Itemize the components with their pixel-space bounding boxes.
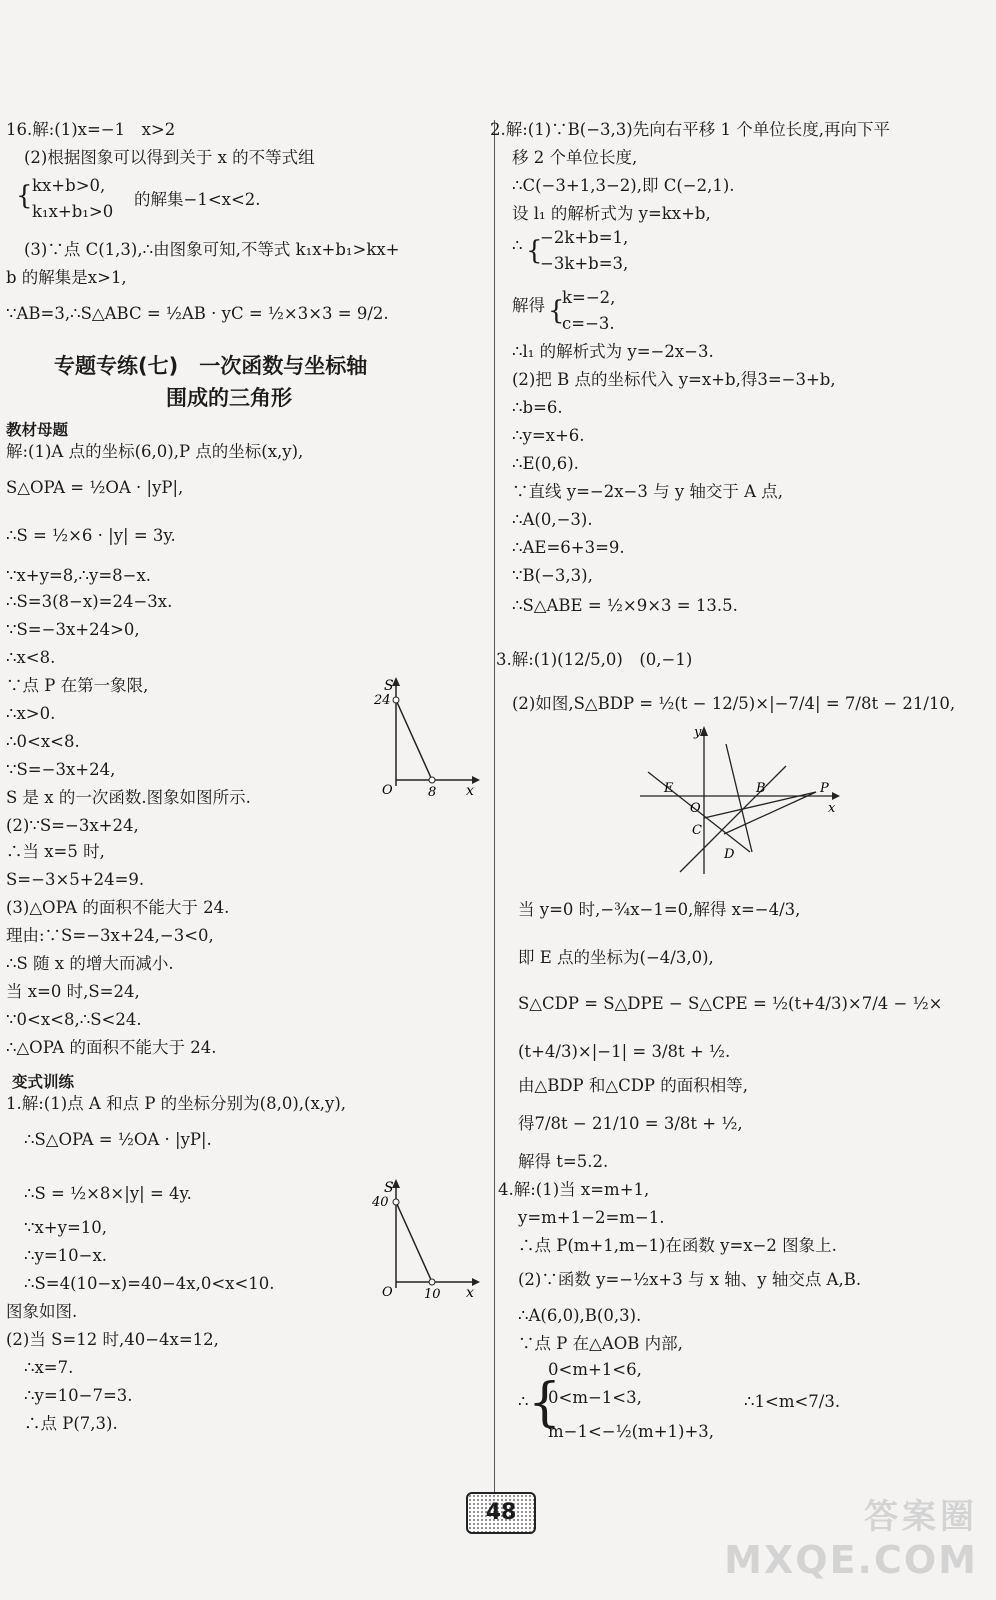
a-line12: S 是 x 的一次函数.图象如图所示. [6, 788, 251, 807]
brace: { [528, 1373, 562, 1433]
b-line2: ∴S△OPA = ½OA · |yP|. [24, 1130, 212, 1149]
q2-sol1: k=−2, [562, 288, 616, 307]
q16-line6: ∵AB=3,∴S△ABC = ½AB · yC = ½×3×3 = 9/2. [6, 304, 389, 323]
q2-line16: ∴S△ABE = ½×9×3 = 13.5. [512, 596, 738, 615]
q4-line2: y=m+1−2=m−1. [518, 1208, 665, 1227]
b-line7: 图象如图. [6, 1302, 78, 1321]
a-line15: S=−3×5+24=9. [6, 870, 145, 889]
q4-line3: ∴点 P(m+1,m−1)在函数 y=x−2 图象上. [518, 1236, 837, 1255]
therefore: ∴ [512, 236, 523, 255]
a-line20: ∵0<x<8,∴S<24. [6, 1010, 142, 1029]
q3-line7: 由△BDP 和△CDP 的面积相等, [518, 1076, 749, 1095]
tick-10: 10 [424, 1287, 441, 1298]
q3-line5: S△CDP = S△DPE − S△CPE = ½(t+4/3)×7/4 − ½× [518, 994, 943, 1013]
x-axis-label: x [828, 801, 836, 816]
q3-line6: (t+4/3)×|−1| = 3/8t + ½. [518, 1042, 731, 1061]
q4-result: ∴1<m<7/3. [744, 1392, 841, 1411]
brace: { [526, 236, 543, 266]
brace: { [16, 181, 33, 211]
point-p: P [820, 781, 829, 796]
page-number: 48 [466, 1492, 536, 1534]
q4-sys1: 0<m+1<6, [548, 1360, 642, 1379]
watermark-url: MXQE.COM [724, 1538, 978, 1582]
axis-x-label: x [466, 783, 474, 796]
q16-sys-result: 的解集−1<x<2. [134, 190, 261, 209]
a-line21: ∴△OPA 的面积不能大于 24. [6, 1038, 217, 1057]
q16-sys1: kx+b>0, [32, 176, 106, 195]
a-line19: 当 x=0 时,S=24, [6, 982, 140, 1001]
q16-line5: b 的解集是x>1, [6, 268, 127, 287]
a-line7: ∴x<8. [6, 648, 56, 667]
a-line8: ∵点 P 在第一象限, [6, 676, 149, 695]
q2-sol2: c=−3. [562, 314, 615, 333]
origin-label: O [382, 783, 393, 796]
q4-sys2: 0<m−1<3, [548, 1388, 642, 1407]
section-title-2: 围成的三角形 [166, 386, 292, 410]
a-line10: ∴0<x<8. [6, 732, 80, 751]
a-line17: 理由:∵S=−3x+24,−3<0, [6, 926, 214, 945]
axis-x-label: x [466, 1285, 474, 1298]
point-e: E [664, 781, 674, 796]
axis-s-label: S [384, 1180, 394, 1196]
q2-line10: ∴y=x+6. [512, 426, 585, 445]
q4-line4: (2)∵函数 y=−½x+3 与 x 轴、y 轴交点 A,B. [518, 1270, 862, 1289]
q2-line9: ∴b=6. [512, 398, 563, 417]
point-b: B [756, 781, 766, 796]
q2-sys2: −3k+b=3, [540, 254, 629, 273]
q2-sys1: −2k+b=1, [540, 228, 629, 247]
a-line4: ∵x+y=8,∴y=8−x. [6, 566, 152, 585]
heading-variant: 变式训练 [12, 1073, 75, 1091]
q2-line3: ∴C(−3+1,3−2),即 C(−2,1). [512, 176, 735, 195]
b-line1: 1.解:(1)点 A 和点 P 的坐标分别为(8,0),(x,y), [6, 1094, 347, 1113]
q4-line1: 4.解:(1)当 x=m+1, [498, 1180, 650, 1199]
a-line18: ∴S 随 x 的增大而减小. [6, 954, 174, 973]
point-o: O [690, 801, 701, 816]
q16-line2: (2)根据图象可以得到关于 x 的不等式组 [24, 148, 315, 167]
b-line11: ∴点 P(7,3). [24, 1414, 118, 1433]
b-line3: ∴S = ½×8×|y| = 4y. [24, 1184, 192, 1203]
q3-line1: 3.解:(1)(12/5,0) (0,−1) [496, 650, 693, 669]
q2-line12: ∵直线 y=−2x−3 与 y 轴交于 A 点, [512, 482, 784, 501]
a-line13: (2)∵S=−3x+24, [6, 816, 139, 835]
q2-line14: ∴AE=6+3=9. [512, 538, 625, 557]
point-d: D [724, 847, 735, 862]
graph-s-vs-x-2 [366, 1178, 481, 1298]
q2-line15: ∵B(−3,3), [512, 566, 593, 585]
b-line4: ∵x+y=10, [24, 1218, 108, 1237]
axis-s-label: S [384, 678, 394, 694]
q2-solve-prefix: 解得 [512, 296, 545, 315]
column-divider [494, 120, 495, 1492]
q2-line7: ∴l₁ 的解析式为 y=−2x−3. [512, 342, 714, 361]
a-line3: ∴S = ½×6 · |y| = 3y. [6, 526, 176, 545]
origin-label: O [382, 1285, 393, 1298]
tick-24: 24 [374, 693, 391, 708]
therefore: ∴ [518, 1392, 529, 1411]
q2-line11: ∴E(0,6). [512, 454, 579, 473]
a-line14: ∴当 x=5 时, [6, 842, 105, 861]
q3-line9: 解得 t=5.2. [518, 1152, 609, 1171]
tick-8: 8 [428, 785, 437, 796]
q3-line3: 当 y=0 时,−¾x−1=0,解得 x=−4/3, [518, 900, 801, 919]
brace: { [548, 296, 565, 326]
geometry-figure [640, 724, 840, 876]
q2-line8: (2)把 B 点的坐标代入 y=x+b,得3=−3+b, [512, 370, 836, 389]
a-line16: (3)△OPA 的面积不能大于 24. [6, 898, 230, 917]
q2-line1: 2.解:(1)∵B(−3,3)先向右平移 1 个单位长度,再向下平 [490, 120, 890, 139]
b-line8: (2)当 S=12 时,40−4x=12, [6, 1330, 219, 1349]
b-line10: ∴y=10−7=3. [24, 1386, 133, 1405]
a-line9: ∴x>0. [6, 704, 56, 723]
q3-line4: 即 E 点的坐标为(−4/3,0), [518, 948, 714, 967]
q3-line2: (2)如图,S△BDP = ½(t − 12/5)×|−7/4| = 7/8t − 21/10, [512, 694, 956, 713]
watermark-text: 答案圈 [864, 1497, 978, 1537]
a-line5: ∴S=3(8−x)=24−3x. [6, 592, 173, 611]
a-line11: ∵S=−3x+24, [6, 760, 116, 779]
graph-s-vs-x-1 [366, 676, 481, 796]
a-line1: 解:(1)A 点的坐标(6,0),P 点的坐标(x,y), [6, 442, 304, 461]
b-line6: ∴S=4(10−x)=40−4x,0<x<10. [24, 1274, 275, 1293]
q4-line6: ∵点 P 在△AOB 内部, [518, 1334, 683, 1353]
q4-sys3: m−1<−½(m+1)+3, [548, 1422, 715, 1441]
q3-line8: 得7/8t − 21/10 = 3/8t + ½, [518, 1114, 743, 1133]
y-axis-label: y [694, 725, 702, 740]
watermark [724, 1489, 978, 1582]
heading-textbook: 教材母题 [6, 421, 69, 439]
q16-line1: 16.解:(1)x=−1 x>2 [6, 120, 176, 139]
a-line6: ∵S=−3x+24>0, [6, 620, 140, 639]
q16-line4: (3)∵点 C(1,3),∴由图象可知,不等式 k₁x+b₁>kx+ [24, 240, 400, 259]
q2-line4: 设 l₁ 的解析式为 y=kx+b, [512, 204, 711, 223]
tick-40: 40 [372, 1195, 389, 1210]
q2-line2: 移 2 个单位长度, [512, 148, 638, 167]
q4-line5: ∴A(6,0),B(0,3). [518, 1306, 642, 1325]
b-line5: ∴y=10−x. [24, 1246, 108, 1265]
q16-sys2: k₁x+b₁>0 [32, 202, 114, 221]
section-title-1: 专题专练(七) 一次函数与坐标轴 [54, 354, 368, 378]
q2-line13: ∴A(0,−3). [512, 510, 593, 529]
point-c: C [692, 823, 702, 838]
b-line9: ∴x=7. [24, 1358, 74, 1377]
a-line2: S△OPA = ½OA · |yP|, [6, 478, 184, 497]
